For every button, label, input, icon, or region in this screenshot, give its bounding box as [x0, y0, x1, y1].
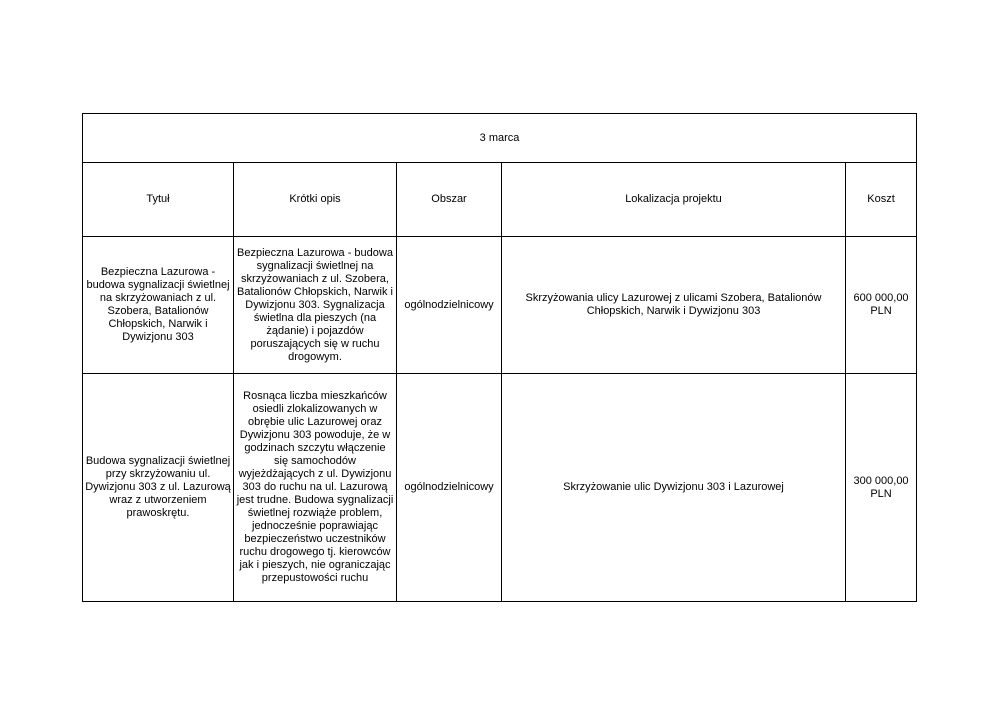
cell-tytul: Bezpieczna Lazurowa - budowa sygnalizacji świetlnej na skrzyżowaniach z ul. Szobera, Batalionów Chłopskich, Narwik i Dywizjonu 303 — [83, 237, 234, 374]
cell-obszar: ogólnodzielnicowy — [397, 237, 502, 374]
table-header-row — [83, 163, 917, 237]
cell-koszt: 600 000,00 PLN — [846, 237, 917, 374]
cell-lokalizacja: Skrzyżowania ulicy Lazurowej z ulicami Szobera, Batalionów Chłopskich, Narwik i Dywizjonu 303 — [502, 237, 846, 374]
cell-krotki-opis: Rosnąca liczba mieszkańców osiedli zlokalizowanych w obrębie ulic Lazurowej oraz Dywizjonu 303 powoduje, że w godzinach szczytu włączenie się samochodów wyjeżdżających z ul. Dywizjonu 303 do ruchu na ul. Lazurową jest trudne. Budowa sygnalizacji świetlnej rozwiąże problem, jednocześnie poprawiając bezpieczeństwo uczestników ruchu drogowego tj. kierowców jak i pieszych, nie ograniczając przepustowości ruchu — [234, 374, 397, 602]
table-row — [83, 374, 917, 602]
table-title: 3 marca — [83, 114, 917, 163]
cell-krotki-opis: Bezpieczna Lazurowa - budowa sygnalizacji świetlnej na skrzyżowaniach z ul. Szobera, Batalionów Chłopskich, Narwik i Dywizjonu 303. Sygnalizacja świetlna dla pieszych (na żądanie) i pojazdów poruszających się w ruchu drogowym. — [234, 237, 397, 374]
header-lokalizacja: Lokalizacja projektu — [502, 163, 846, 237]
cell-koszt: 300 000,00 PLN — [846, 374, 917, 602]
header-krotki-opis: Krótki opis — [234, 163, 397, 237]
header-koszt: Koszt — [846, 163, 917, 237]
projects-table — [82, 113, 917, 602]
cell-lokalizacja: Skrzyżowanie ulic Dywizjonu 303 i Lazurowej — [502, 374, 846, 602]
header-obszar: Obszar — [397, 163, 502, 237]
table-title-row — [83, 114, 917, 163]
table-row — [83, 237, 917, 374]
header-tytul: Tytuł — [83, 163, 234, 237]
cell-obszar: ogólnodzielnicowy — [397, 374, 502, 602]
cell-tytul: Budowa sygnalizacji świetlnej przy skrzyżowaniu ul. Dywizjonu 303 z ul. Lazurową wraz z utworzeniem prawoskrętu. — [83, 374, 234, 602]
